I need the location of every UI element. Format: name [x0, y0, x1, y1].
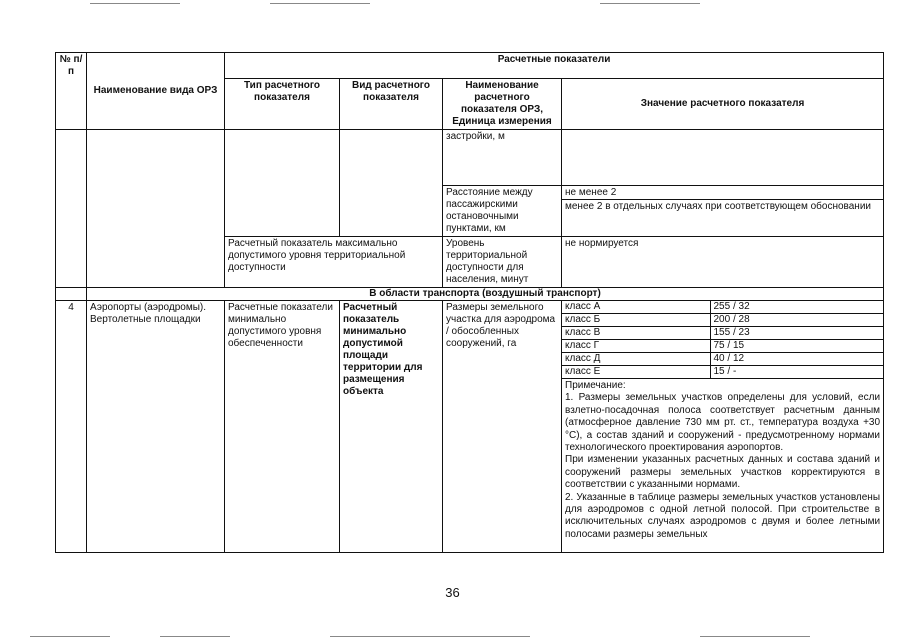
scan-edge-line [90, 3, 180, 4]
cont-number-cell [56, 130, 87, 288]
distance-indicator-name: Расстояние между пассажирскими остановочными пунктами, км [443, 186, 562, 237]
note-paragraph-2: При изменении указанных расчетных данных и состава зданий и сооружений размеры земельных участков корректируются в соответствии с указанными нормами. [565, 454, 881, 491]
cont-indicator-name: застройки, м [443, 130, 562, 186]
class-value: 200 / 28 [710, 314, 883, 327]
row-value-cell [562, 301, 884, 553]
cont-kind-cell [340, 130, 443, 237]
class-row [562, 366, 883, 379]
class-value: 255 / 32 [710, 301, 883, 314]
indicators-table [55, 52, 884, 553]
distance-value-2: менее 2 в отдельных случаях при соответствующем обосновании [565, 201, 872, 212]
class-label: класс Б [562, 314, 710, 327]
header-orz-name: Наименование вида ОРЗ [87, 53, 225, 130]
row-indicator-kind: Расчетный показатель минимально допустимой площади территории для размещения объекта [340, 301, 443, 553]
class-values-table [562, 301, 883, 379]
class-value: 40 / 12 [710, 353, 883, 366]
class-row [562, 340, 883, 353]
scan-edge-line [160, 636, 230, 637]
header-indicator-kind: Вид расчетного показателя [340, 79, 443, 130]
access-indicator-type: Расчетный показатель максимально допустимого уровня территориальной доступности [225, 237, 443, 288]
scan-edge-line [600, 3, 700, 4]
class-label: класс Д [562, 353, 710, 366]
class-label: класс А [562, 301, 710, 314]
class-row [562, 327, 883, 340]
access-indicator-name: Уровень территориальной доступности для населения, минут [443, 237, 562, 288]
scan-edge-line [30, 636, 110, 637]
header-calc-indicators: Расчетные показатели [225, 53, 884, 79]
header-number: № п/п [56, 53, 87, 130]
scan-edge-line [330, 636, 530, 637]
class-label: класс Е [562, 366, 710, 379]
class-label: класс В [562, 327, 710, 340]
class-value: 15 / - [710, 366, 883, 379]
class-value: 75 / 15 [710, 340, 883, 353]
access-indicator-value: не нормируется [562, 237, 884, 288]
distance-value-1: не менее 2 [562, 186, 883, 200]
note-title: Примечание: [565, 380, 626, 391]
header-indicator-type: Тип расчетного показателя [225, 79, 340, 130]
header-indicator-name: Наименование расчетного показателя ОРЗ, Единица измерения [443, 79, 562, 130]
class-value: 155 / 23 [710, 327, 883, 340]
note-paragraph-1: 1. Размеры земельных участков определены для условий, если взлетно-посадочная полоса соответствует расчетным данным (атмосферное давление 730 мм рт. ст., температура воздуха +30 °С), а состав зданий и сооружений - предусмотренному нормами технологического проектирования аэропортов. [565, 392, 881, 454]
cont-name-cell [87, 130, 225, 288]
row-indicator-type: Расчетные показатели минимально допустимого уровня обеспеченности [225, 301, 340, 553]
class-row [562, 314, 883, 327]
header-indicator-value: Значение расчетного показателя [562, 79, 884, 130]
class-row [562, 301, 883, 314]
scan-edge-line [270, 3, 370, 4]
row-orz-name: Аэропорты (аэродромы). Вертолетные площадки [87, 301, 225, 553]
distance-values-cell [562, 186, 884, 237]
cont-value-cell [562, 130, 884, 186]
class-label: класс Г [562, 340, 710, 353]
note-paragraph-3: 2. Указанные в таблице размеры земельных участков установлены для аэродромов с одной летной полосой. При строительстве в исключительных случаях аэродромов с двумя и более летными полосами размеры земельных [565, 491, 881, 540]
cont-type-cell [225, 130, 340, 237]
class-row [562, 353, 883, 366]
section-number-cell [56, 288, 87, 301]
scan-edge-line [700, 636, 810, 637]
row-number: 4 [56, 301, 87, 553]
note-block [562, 379, 883, 542]
row-indicator-name: Размеры земельного участка для аэродрома / обособленных сооружений, га [443, 301, 562, 553]
page-number: 36 [445, 585, 460, 600]
section-heading: В области транспорта (воздушный транспорт) [87, 288, 884, 301]
